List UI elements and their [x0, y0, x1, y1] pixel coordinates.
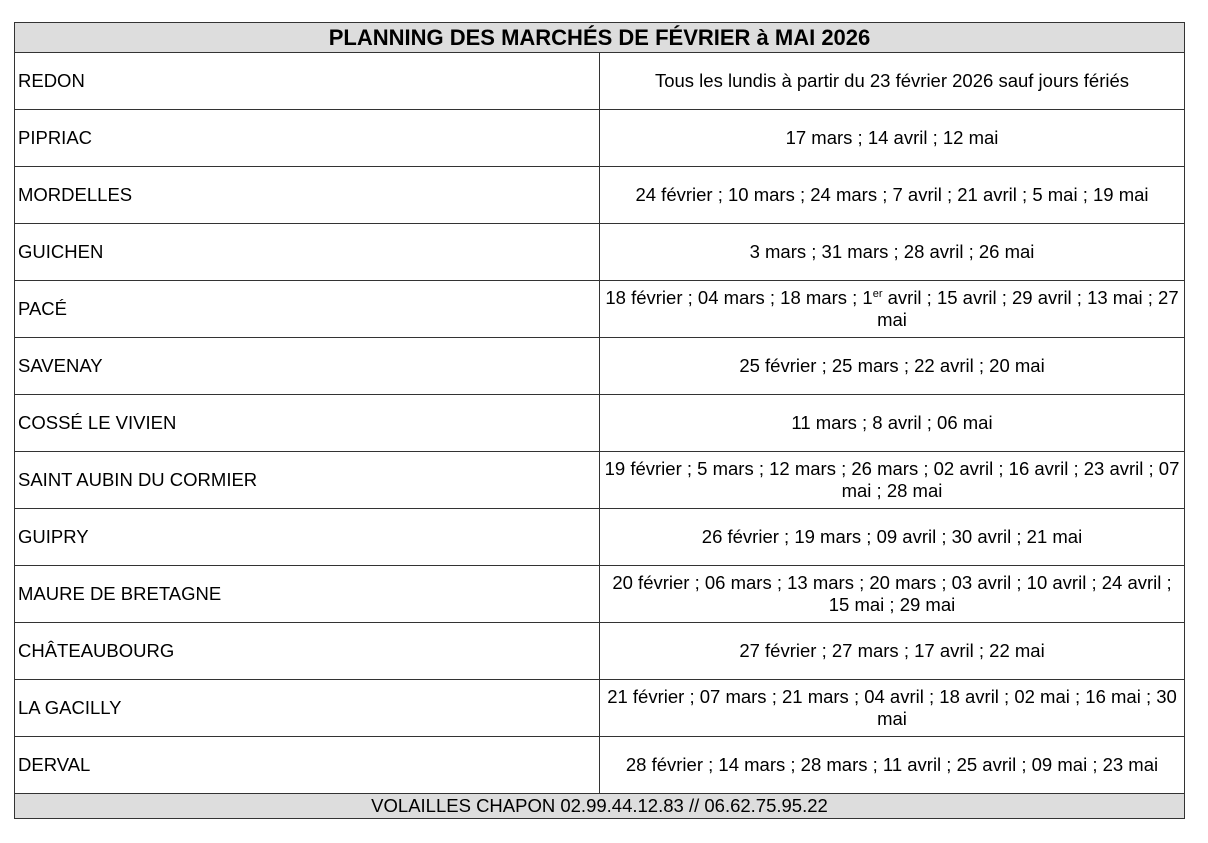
city-name: CHÂTEAUBOURG	[15, 623, 600, 680]
market-dates: 17 mars ; 14 avril ; 12 mai	[600, 110, 1185, 167]
table-row	[15, 110, 1185, 167]
city-name: MORDELLES	[15, 167, 600, 224]
city-name: SAINT AUBIN DU CORMIER	[15, 452, 600, 509]
table-row	[15, 680, 1185, 737]
market-dates: 19 février ; 5 mars ; 12 mars ; 26 mars ; 02 avril ; 16 avril ; 23 avril ; 07 mai ; 28 mai	[600, 452, 1185, 509]
market-dates	[600, 281, 1185, 338]
market-dates: 26 février ; 19 mars ; 09 avril ; 30 avril ; 21 mai	[600, 509, 1185, 566]
market-dates: 21 février ; 07 mars ; 21 mars ; 04 avril ; 18 avril ; 02 mai ; 16 mai ; 30 mai	[600, 680, 1185, 737]
market-dates: 25 février ; 25 mars ; 22 avril ; 20 mai	[600, 338, 1185, 395]
footer-row	[15, 794, 1185, 819]
market-dates: 24 février ; 10 mars ; 24 mars ; 7 avril ; 21 avril ; 5 mai ; 19 mai	[600, 167, 1185, 224]
city-name: COSSÉ LE VIVIEN	[15, 395, 600, 452]
city-name: PACÉ	[15, 281, 600, 338]
table-row	[15, 167, 1185, 224]
market-dates: 11 mars ; 8 avril ; 06 mai	[600, 395, 1185, 452]
title-row	[15, 23, 1185, 53]
table-row	[15, 53, 1185, 110]
market-dates: Tous les lundis à partir du 23 février 2026 sauf jours fériés	[600, 53, 1185, 110]
contact-footer: VOLAILLES CHAPON 02.99.44.12.83 // 06.62.75.95.22	[15, 794, 1185, 819]
ordinal-superscript: er	[872, 288, 883, 300]
table-row	[15, 395, 1185, 452]
table-row	[15, 623, 1185, 680]
city-name: MAURE DE BRETAGNE	[15, 566, 600, 623]
dates-part: avril ; 15 avril ; 29 avril ; 13 mai ; 27 mai	[877, 287, 1179, 330]
table-row	[15, 737, 1185, 794]
city-name: PIPRIAC	[15, 110, 600, 167]
market-dates: 28 février ; 14 mars ; 28 mars ; 11 avril ; 25 avril ; 09 mai ; 23 mai	[600, 737, 1185, 794]
table-row	[15, 224, 1185, 281]
table-row	[15, 281, 1185, 338]
market-dates: 3 mars ; 31 mars ; 28 avril ; 26 mai	[600, 224, 1185, 281]
city-name: REDON	[15, 53, 600, 110]
table-row	[15, 566, 1185, 623]
city-name: SAVENAY	[15, 338, 600, 395]
market-schedule-table	[14, 22, 1185, 819]
table-row	[15, 509, 1185, 566]
page-title: PLANNING DES MARCHÉS DE FÉVRIER à MAI 2026	[15, 23, 1185, 53]
market-dates: 20 février ; 06 mars ; 13 mars ; 20 mars ; 03 avril ; 10 avril ; 24 avril ; 15 mai ; 29 mai	[600, 566, 1185, 623]
city-name: GUICHEN	[15, 224, 600, 281]
city-name: GUIPRY	[15, 509, 600, 566]
city-name: DERVAL	[15, 737, 600, 794]
table-row	[15, 452, 1185, 509]
dates-part: 18 février ; 04 mars ; 18 mars ; 1	[605, 287, 873, 308]
city-name: LA GACILLY	[15, 680, 600, 737]
market-dates: 27 février ; 27 mars ; 17 avril ; 22 mai	[600, 623, 1185, 680]
table-row	[15, 338, 1185, 395]
